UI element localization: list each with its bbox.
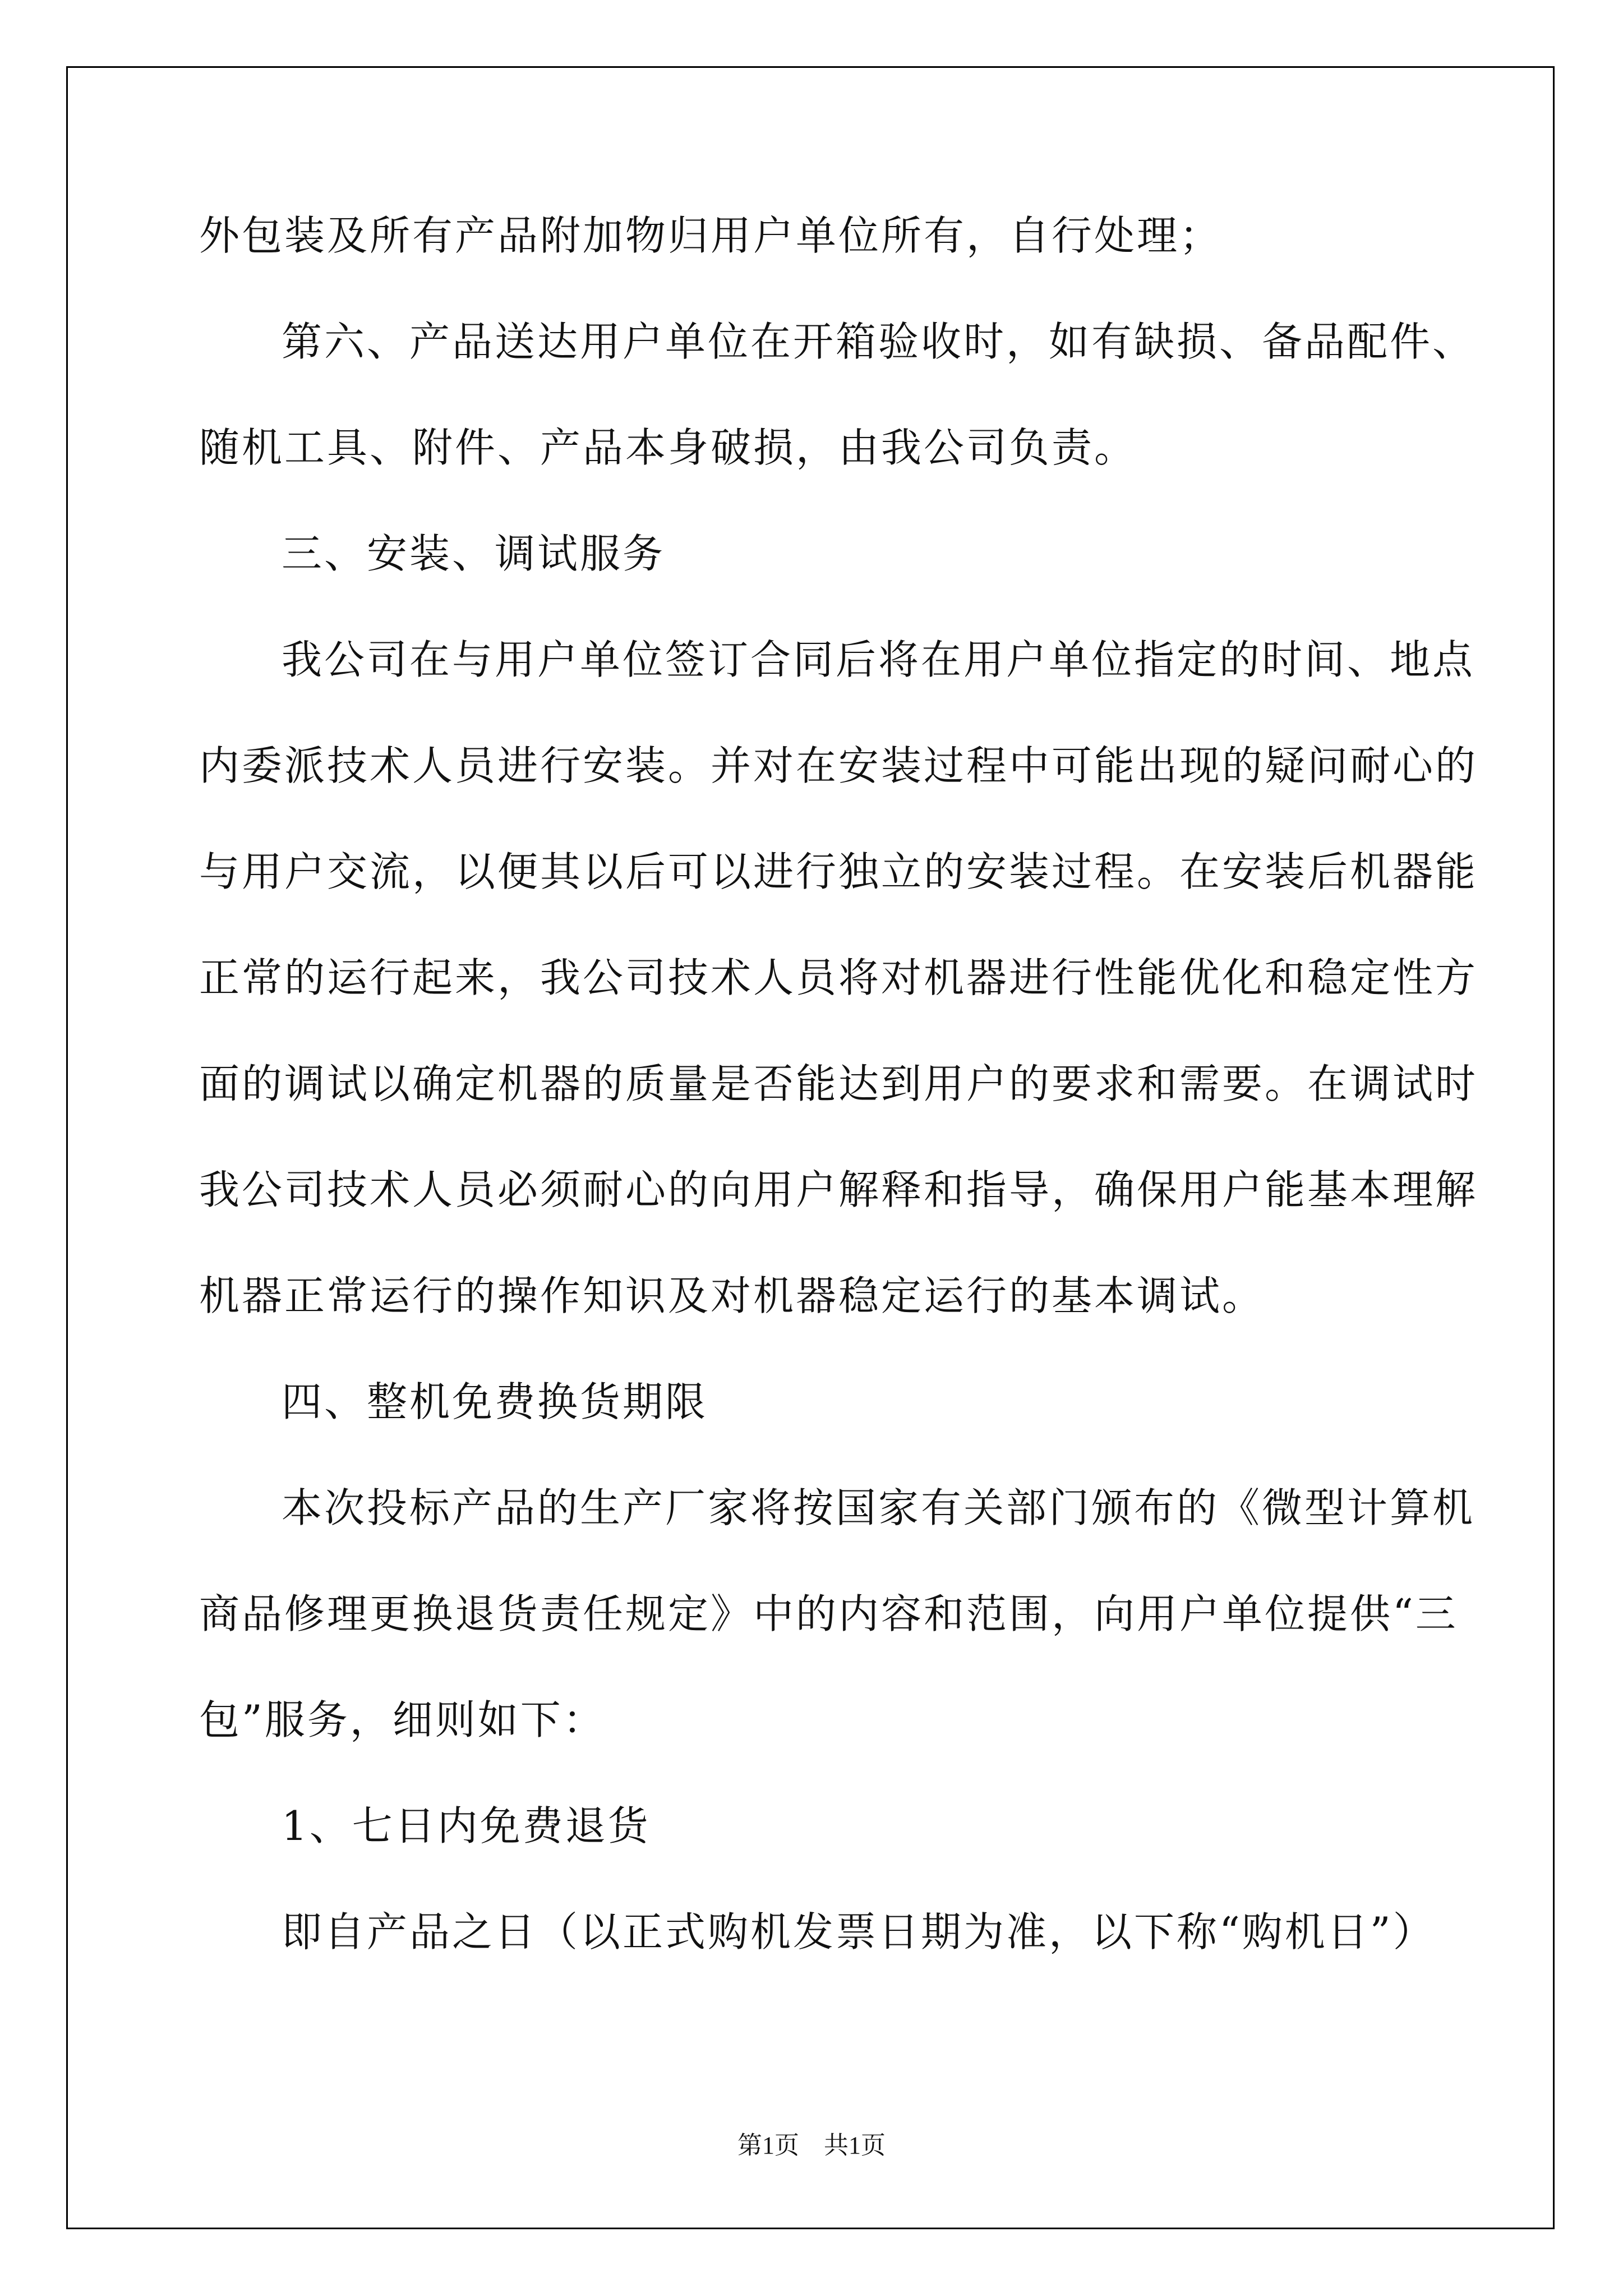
page-footer: 第1页 共1页 [737,2132,886,2159]
body-line: 随机工具、附件、产品本身破损，由我公司负责。 [199,424,1137,471]
section-heading: 1、七日内免费退货 [282,1802,651,1849]
body-line: 内委派技术人员进行安装。并对在安装过程中可能出现的疑问耐心的 [199,742,1478,789]
body-line: 面的调试以确定机器的质量是否能达到用户的要求和需要。在调试时 [199,1060,1478,1107]
body-line: 第六、产品送达用户单位在开箱验收时，如有缺损、备品配件、 [282,318,1476,365]
body-line: 正常的运行起来，我公司技术人员将对机器进行性能优化和稳定性方 [199,954,1478,1001]
body-line: 外包装及所有产品附加物归用户单位所有，自行处理； [199,212,1223,259]
body-line: 商品修理更换退货责任规定》中的内容和范围，向用户单位提供“三 [199,1590,1458,1637]
page-border [66,66,1555,2229]
body-line: 与用户交流，以便其以后可以进行独立的安装过程。在安装后机器能 [199,848,1478,895]
body-line: 包”服务，细则如下： [199,1696,606,1743]
section-heading: 四、整机免费换货期限 [282,1378,708,1425]
body-line: 机器正常运行的操作知识及对机器稳定运行的基本调试。 [199,1272,1265,1319]
body-line: 我公司在与用户单位签订合同后将在用户单位指定的时间、地点 [282,636,1476,683]
body-line: 即自产品之日（以正式购机发票日期为准，以下称“购机日”） [282,1908,1436,1955]
body-line: 本次投标产品的生产厂家将按国家有关部门颁布的《微型计算机 [282,1484,1476,1531]
body-line: 我公司技术人员必须耐心的向用户解释和指导，确保用户能基本理解 [199,1166,1478,1213]
section-heading: 三、安装、调试服务 [282,530,666,577]
